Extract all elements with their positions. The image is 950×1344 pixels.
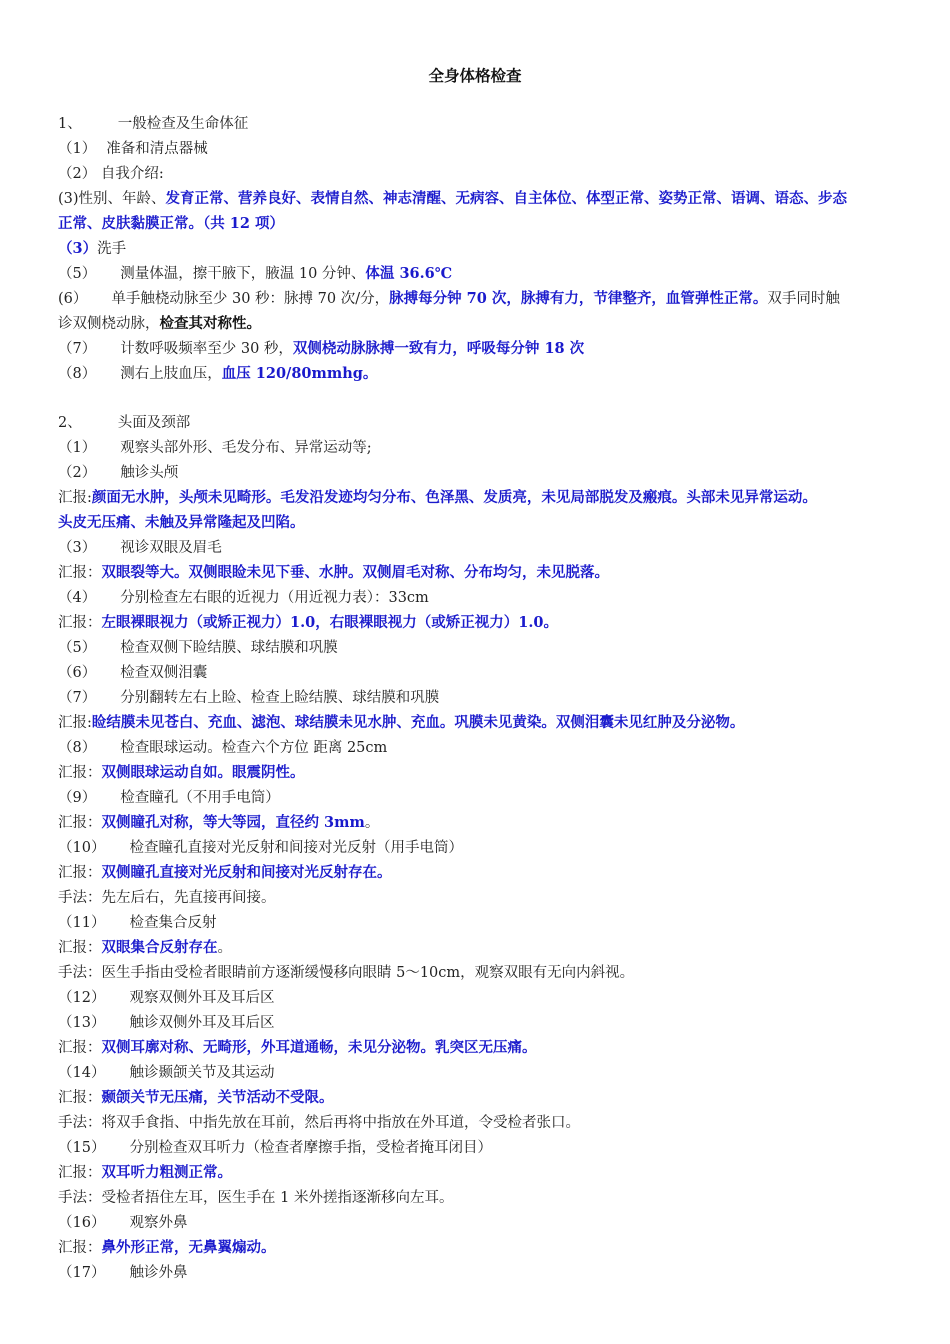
section-1-number: 1、 xyxy=(58,116,82,132)
s2-method-15: 手法：受检者捂住左耳，医生手在 1 米外搓指逐渐移向左耳。 xyxy=(58,1190,454,1206)
s2-item-16: （16） 观察外鼻 xyxy=(58,1215,188,1231)
s2-item-1: （1） 观察头部外形、毛发分布、异常运动等; xyxy=(58,440,372,456)
s1-item-3-line-2: 正常、皮肤黏膜正常。（共 12 项） xyxy=(58,215,285,232)
s2-item-12: （12） 观察双侧外耳及耳后区 xyxy=(58,990,275,1006)
s2-report-7: 汇报:睑结膜未见苍白、充血、滤泡、球结膜未见水肿、充血。巩膜未见黄染。双侧泪囊未见红肿及分泌物。 xyxy=(58,714,745,731)
s1-item-1: （1） 准备和清点器械 xyxy=(58,141,208,157)
s2-method-10: 手法：先左后右，先直接再间接。 xyxy=(58,890,276,906)
s2-report-11: 汇报：双眼集合反射存在。 xyxy=(58,939,232,956)
s2-method-14: 手法：将双手食指、中指先放在耳前，然后再将中指放在外耳道，令受检者张口。 xyxy=(58,1115,580,1131)
s2-item-7: （7） 分别翻转左右上睑、检查上睑结膜、球结膜和巩膜 xyxy=(58,690,440,706)
s2-item-13: （13） 触诊双侧外耳及耳后区 xyxy=(58,1015,275,1031)
s1-item-6-line-1: (6） 单手触桡动脉至少 30 秒：脉搏 70 次/分，脉搏每分钟 70 次，脉搏有力，节律整齐，血管弹性正常。双手同时触 xyxy=(58,290,840,307)
s1-item-7: （7） 计数呼吸频率至少 30 秒，双侧桡动脉脉搏一致有力，呼吸每分钟 18 次 xyxy=(58,340,585,357)
s2-item-10: （10） 检查瞳孔直接对光反射和间接对光反射（用手电筒） xyxy=(58,840,463,856)
s2-report-16: 汇报：鼻外形正常，无鼻翼煽动。 xyxy=(58,1239,276,1256)
s2-item-11: （11） 检查集合反射 xyxy=(58,915,217,931)
s2-method-11: 手法：医生手指由受检者眼睛前方逐渐缓慢移向眼睛 5～10cm，观察双眼有无向内斜视。 xyxy=(58,965,635,981)
s2-report-10: 汇报：双侧瞳孔直接对光反射和间接对光反射存在。 xyxy=(58,864,392,881)
s2-report-15: 汇报：双耳听力粗测正常。 xyxy=(58,1164,232,1181)
s2-report-8: 汇报：双侧眼球运动自如。眼震阴性。 xyxy=(58,764,305,781)
document-title: 全身体格检查 xyxy=(428,67,522,85)
section-1-title: 一般检查及生命体征 xyxy=(117,116,249,132)
s2-item-6: （6） 检查双侧泪囊 xyxy=(58,665,208,681)
s2-report-9: 汇报：双侧瞳孔对称，等大等园，直径约 3mm。 xyxy=(58,814,380,831)
section-2-title: 头面及颈部 xyxy=(117,415,191,431)
s2-report-14: 汇报：颞颌关节无压痛，关节活动不受限。 xyxy=(58,1089,334,1106)
s2-item-15: （15） 分别检查双耳听力（检查者摩擦手指，受检者掩耳闭目） xyxy=(58,1140,492,1156)
s1-item-3-line-1: (3)性别、年龄、发育正常、营养良好、表情自然、神志清醒、无病容、自主体位、体型正常、姿势正常、语调、语态、步态 xyxy=(58,190,848,207)
s2-item-5: （5） 检查双侧下睑结膜、球结膜和巩膜 xyxy=(58,640,338,656)
s2-item-9: （9） 检查瞳孔（不用手电筒） xyxy=(58,790,280,806)
s2-item-4: （4） 分别检查左右眼的近视力（用近视力表）：33cm xyxy=(58,590,429,606)
s1-item-6-line-2: 诊双侧桡动脉，检查其对称性。 xyxy=(58,315,261,332)
s2-report-2-line-2: 头皮无压痛、未触及异常隆起及凹陷。 xyxy=(58,514,305,531)
s1-item-5: （5） 测量体温，擦干腋下，腋温 10 分钟、体温 36.6℃ xyxy=(58,265,453,282)
s2-item-3: （3） 视诊双眼及眉毛 xyxy=(58,540,222,556)
s1-item-8: （8） 测右上肢血压，血压 120/80mmhg。 xyxy=(58,365,378,382)
s1-item-2: （2） 自我介绍: xyxy=(58,166,164,182)
section-1-heading xyxy=(58,114,898,134)
s2-report-4: 汇报：左眼裸眼视力（或矫正视力）1.0，右眼裸眼视力（或矫正视力）1.0。 xyxy=(58,614,558,631)
s2-item-17: （17） 触诊外鼻 xyxy=(58,1265,188,1281)
section-2-heading xyxy=(58,413,898,433)
section-2-number: 2、 xyxy=(58,415,82,431)
s2-report-3: 汇报：双眼裂等大。双侧眼睑未见下垂、水肿。双侧眉毛对称、分布均匀，未见脱落。 xyxy=(58,564,609,581)
s2-report-13: 汇报：双侧耳廓对称、无畸形，外耳道通畅，未见分泌物。乳突区无压痛。 xyxy=(58,1039,537,1056)
s2-report-2-line-1: 汇报:颜面无水肿，头颅未见畸形。毛发沿发迹均匀分布、色泽黑、发质亮，未见局部脱发及瘢痕。头部未见异常运动。 xyxy=(58,489,817,506)
s2-item-2: （2） 触诊头颅 xyxy=(58,465,179,481)
s2-item-14: （14） 触诊颞颌关节及其运动 xyxy=(58,1065,275,1081)
s2-item-8: （8） 检查眼球运动。检查六个方位 距离 25cm xyxy=(58,740,388,756)
s1-item-4: （3）洗手 xyxy=(58,240,127,257)
